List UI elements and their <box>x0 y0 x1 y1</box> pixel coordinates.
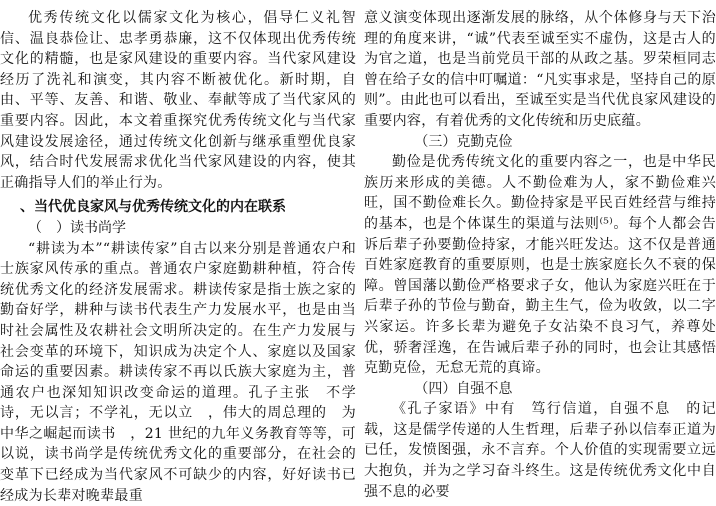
intro-paragraph: 优秀传统文化以儒家文化为核心，倡导仁义礼智信、温良恭俭让、忠孝勇恭廉，这不仅体现出优秀传统文化的精髓，也是家风建设的重要内容。当代家风建设经历了洗礼和演变，其内容不断被优化。新时期，自由、平等、友善、和谐、敬业、奉献等成了当代家风的重要内容。因此，本文着重探究优秀传统文化与当代家风建设发展途径，通过传统文化创新与继承重塑优良家风，结合时代发展需求优化当代家风建设的内容，使其正确指导人们的举止行为。 <box>0 10 356 191</box>
paragraph-reading: “耕读为本”“耕读传家”自古以来分别是普通农户和士族家风传承的重点。普通农户家庭勤耕种植，符合传统优秀文化的经济发展需求。耕读传家是指士族之家的勤奋好学，耕种与读书代表生产力发展水平，也是由当时社会属性及农耕社会文明所决定的。在生产力发展与社会变革的环境下，知识成为决定个人、家庭以及国家命运的重要因素。耕读传家不再以氏族大家庭为主，普通农户也深知知识改变命运的道理。孔子主张 不学诗，无以言；不学礼，无以立 ，伟大的周总理的 为中华之崛起而读书 ，21 世纪的九年义务教育等等，可以说，读书尚学是传统优秀文化的重要部分，在社会的变革下已经成为当代家风不可缺少的内容，好好读书已经成为长辈对晚辈最重 <box>0 240 356 504</box>
left-column <box>0 0 356 506</box>
paragraph-sincerity-continued: 意义演变体现出逐渐发展的脉络，从个体修身与天下治理的角度来讲，“诚”代表至诚至实不虚伪，这是古人的为官之道，也是当前党员干部的从政之基。罗荣桓同志曾在给子女的信中叮嘱道：“凡实事求是，坚持自己的原则”。由此也可以看出，至诚至实是当代优良家风建设的重要内容，有着优秀的文化传统和历史底蕴。 <box>364 10 716 129</box>
subheading-reading: （ ）读书尚学 <box>28 219 126 236</box>
subheading-diligence: （三）克勤克俭 <box>414 133 513 150</box>
paragraph-diligence: 勤俭是优秀传统文化的重要内容之一，也是中华民族历来形成的美德。人不勤俭难为人，家不勤俭难兴旺，国不勤俭难长久。勤俭持家是平民百姓经营与维持的基本，也是个体谋生的渠道与法则⁽⁵⁾。每个人都会告诉后辈子孙要勤俭持家，才能兴旺发达。这不仅是普通百姓家庭教育的重要原则，也是士族家庭长久不衰的保障。曾国藩以勤俭严格要求子女，他认为家庭兴旺在于后辈子孙的节俭与勤奋，勤主生气，俭为收敛，以二字兴家运。许多长辈为避免子女沾染不良习气，养尊处优，骄奢淫逸，在告诫后辈子孙的同时，也会让其感悟克勤克俭，无怠无荒的真谛。 <box>364 154 716 377</box>
paragraph-self-improvement: 《孔子家语》中有 笃行信道，自强不息 的记载，这是儒学传递的人生哲理，后辈子孙以信奉正道为已任，发愤图强，永不言弃。个人价值的实现需要立远大抱负，并为之学习奋斗终生。这是传统优秀文化中自强不息的必要 <box>364 401 716 500</box>
section-heading: 、当代优良家风与优秀传统文化的内在联系 <box>20 199 286 216</box>
right-column <box>364 0 716 502</box>
subheading-self-improvement: （四）自强不息 <box>414 380 513 397</box>
